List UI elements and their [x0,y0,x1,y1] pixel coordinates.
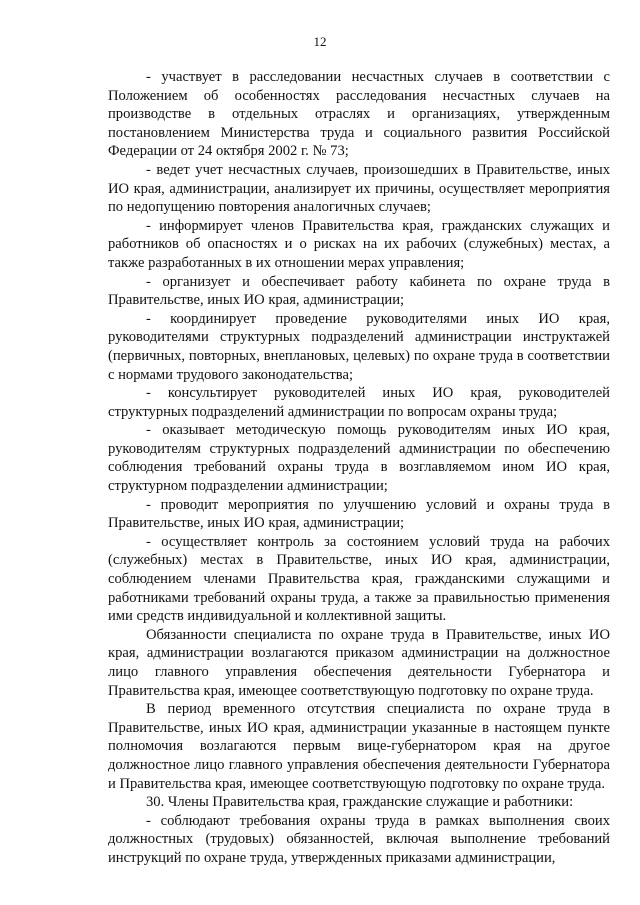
paragraph: - оказывает методическую помощь руководителям иных ИО края, руководителям структурных подразделений администрации по обеспечению соблюдения требований охраны труда в возглавляемом ином ИО края, структурном подразделении администрации; [108,422,610,495]
paragraph: - информирует членов Правительства края, гражданских служащих и работников об опасностях и о рисках на их рабочих (служебных) местах, а также разработанных в их отношении мерах управления; [108,217,610,271]
paragraph: - проводит мероприятия по улучшению условий и охраны труда в Правительстве, иных ИО края, администрации; [108,496,610,532]
paragraph: - осуществляет контроль за состоянием условий труда на рабочих (служебных) местах в Правительстве, иных ИО края, администрации, соблюдением членами Правительства края, гражданскими служащими и работниками требований охраны труда, а также за правильностью применения ими средств индивидуальной и коллективной защиты. [108,533,610,625]
paragraph: - соблюдают требования охраны труда в рамках выполнения своих должностных (трудовых) обязанностей, включая выполнение требований инструкций по охране труда, утвержденных приказами администрации, [108,812,610,866]
paragraph: - консультирует руководителей иных ИО края, руководителей структурных подразделений администрации по вопросам охраны труда; [108,385,610,420]
paragraph: - ведет учет несчастных случаев, произошедших в Правительстве, иных ИО края, администрации, анализирует их причины, осуществляет мероприятия по недопущению повторения аналогичных случаев; [108,161,610,216]
paragraph: В период временного отсутствия специалиста по охране труда в Правительстве, иных ИО края, администрации указанные в настоящем пункте полномочия возлагаются первым вице-губернатором края на другое должностное лицо главного управления обеспечения деятельности Губернатора и Правительства края, имеющее соответствующую подготовку по охране труда. [108,701,610,792]
paragraph: Обязанности специалиста по охране труда в Правительстве, иных ИО края, администрации возлагаются приказом администрации на должностное лицо главного управления обеспечения деятельности Губернатора и Правительства края, имеющее соответствующую подготовку по охране труда. [108,626,610,699]
page-number: 12 [313,34,327,49]
paragraph: 30. Члены Правительства края, гражданские служащие и работники: [146,794,574,811]
paragraph: - координирует проведение руководителями иных ИО края, руководителями структурных подразделений администрации инструктажей (первичных, повторных, внеплановых, целевых) по охране труда в соответствии с нормами трудового законодательства; [108,310,610,383]
paragraph: - организует и обеспечивает работу кабинета по охране труда в Правительстве, иных ИО края, администрации; [108,273,610,309]
paragraph: - участвует в расследовании несчастных случаев в соответствии с Положением об особенностях расследования несчастных случаев на производстве в отдельных отраслях и организациях, утвержденным постановлением Министерства труда и социального развития Российской Федерации от 24 октября 2002 г. № 73; [108,69,610,160]
